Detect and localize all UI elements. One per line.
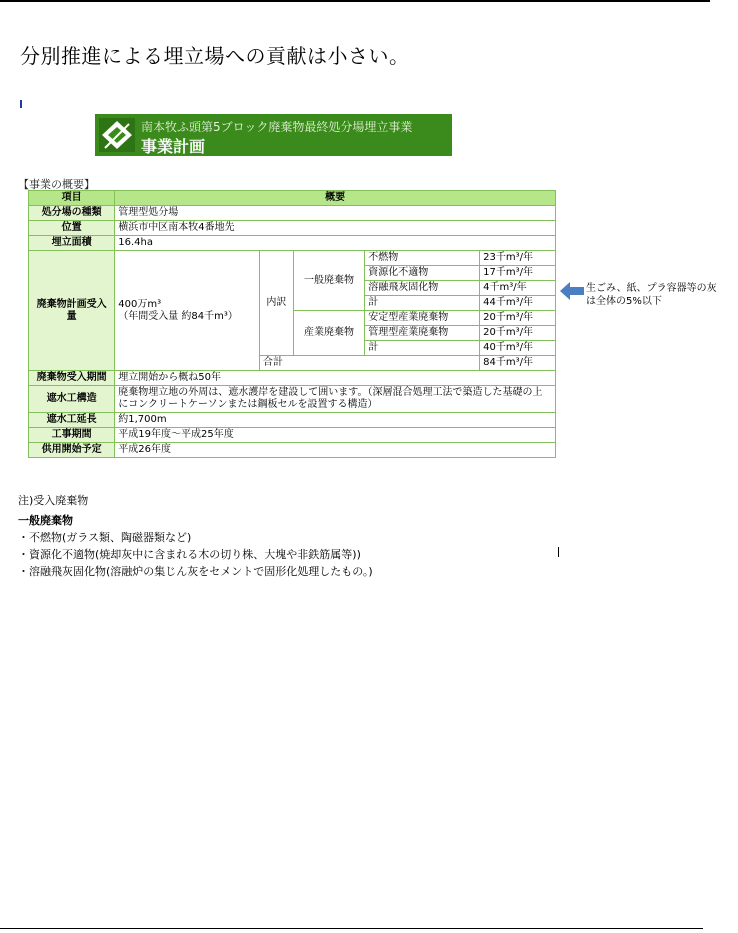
footnote-heading: 一般廃棄物	[18, 514, 73, 527]
table-row	[29, 443, 556, 458]
barrier-length-label: 遮水工延長	[29, 413, 115, 428]
table-row	[29, 206, 556, 221]
header-summary: 概要	[115, 191, 556, 206]
project-banner	[95, 114, 452, 156]
header-item: 項目	[29, 191, 115, 206]
industrial-item-value: 20千m³/年	[480, 311, 556, 326]
start-value: 平成26年度	[115, 443, 556, 458]
total-value: 84千m³/年	[480, 356, 556, 371]
plan-total: 400万m³	[118, 298, 162, 310]
start-label: 供用開始予定	[29, 443, 115, 458]
table-row	[29, 428, 556, 443]
barrier-value: 廃棄物埋立地の外周は、遮水護岸を建設して囲います。（深層混合処理工法で築造した基礎の上にコンクリートケーソンまたは鋼板セルを設置する構造）	[115, 386, 556, 413]
section-label: 【事業の概要】	[18, 178, 95, 191]
page-headline: 分別推進による埋立場への貢献は小さい。	[20, 44, 410, 68]
barrier-length-value: 約1,700m	[115, 413, 556, 428]
table-row	[29, 221, 556, 236]
industrial-item-value: 20千m³/年	[480, 326, 556, 341]
industrial-item-name: 管理型産業廃棄物	[365, 326, 480, 341]
construction-value: 平成19年度～平成25年度	[115, 428, 556, 443]
location-label: 位置	[29, 221, 115, 236]
table-row	[29, 413, 556, 428]
area-label: 埋立面積	[29, 236, 115, 251]
table-row	[29, 371, 556, 386]
text-cursor	[558, 547, 559, 557]
general-item-name: 資源化不適物	[365, 266, 480, 281]
industrial-item-value: 40千m³/年	[480, 341, 556, 356]
footnote-title: 注)受入廃棄物	[18, 494, 89, 507]
industrial-item-name: 安定型産業廃棄物	[365, 311, 480, 326]
breakdown-label: 内訳	[260, 251, 294, 356]
general-item-name: 溶融飛灰固化物	[365, 281, 480, 296]
bottom-rule	[0, 928, 703, 929]
construction-label: 工事期間	[29, 428, 115, 443]
top-rule	[0, 0, 710, 2]
general-item-name: 不燃物	[365, 251, 480, 266]
type-label: 処分場の種類	[29, 206, 115, 221]
project-logo-icon	[99, 118, 135, 152]
banner-title: 事業計画	[141, 137, 206, 156]
bullet-mark	[20, 100, 22, 108]
overview-table	[28, 190, 556, 458]
industrial-waste-label: 産業廃棄物	[293, 311, 364, 356]
total-label: 合計	[260, 356, 480, 371]
table-header-row	[29, 191, 556, 206]
banner-subtitle: 南本牧ふ頭第5ブロック廃棄物最終処分場埋立事業	[141, 120, 413, 134]
footnote-item: ・資源化不適物(焼却灰中に含まれる木の切り株、大塊や非鉄筋属等))	[18, 548, 361, 561]
general-item-value: 4千m³/年	[480, 281, 556, 296]
general-item-value: 44千m³/年	[480, 296, 556, 311]
arrow-left-icon	[560, 282, 584, 300]
plan-label: 廃棄物計画受入量	[29, 251, 115, 371]
general-item-value: 17千m³/年	[480, 266, 556, 281]
side-note: 生ごみ、紙、プラ容器等の灰は全体の5%以下	[586, 283, 717, 307]
general-item-name: 計	[365, 296, 480, 311]
table-row	[29, 251, 556, 266]
period-value: 埋立開始から概ね50年	[115, 371, 556, 386]
industrial-item-name: 計	[365, 341, 480, 356]
footnote-item: ・不燃物(ガラス類、陶磁器類など)	[18, 531, 192, 544]
general-item-value: 23千m³/年	[480, 251, 556, 266]
general-waste-label: 一般廃棄物	[293, 251, 364, 311]
plan-amount	[115, 251, 260, 371]
location-value: 横浜市中区南本牧4番地先	[115, 221, 556, 236]
period-label: 廃棄物受入期間	[29, 371, 115, 386]
type-value: 管理型処分場	[115, 206, 556, 221]
barrier-label: 遮水工構造	[29, 386, 115, 413]
plan-annual: （年間受入量 約84千m³）	[118, 310, 238, 322]
footnote-item: ・溶融飛灰固化物(溶融炉の集じん灰をセメントで固形化処理したもの。)	[18, 565, 373, 578]
table-row	[29, 236, 556, 251]
area-value: 16.4ha	[115, 236, 556, 251]
table-row	[29, 386, 556, 413]
